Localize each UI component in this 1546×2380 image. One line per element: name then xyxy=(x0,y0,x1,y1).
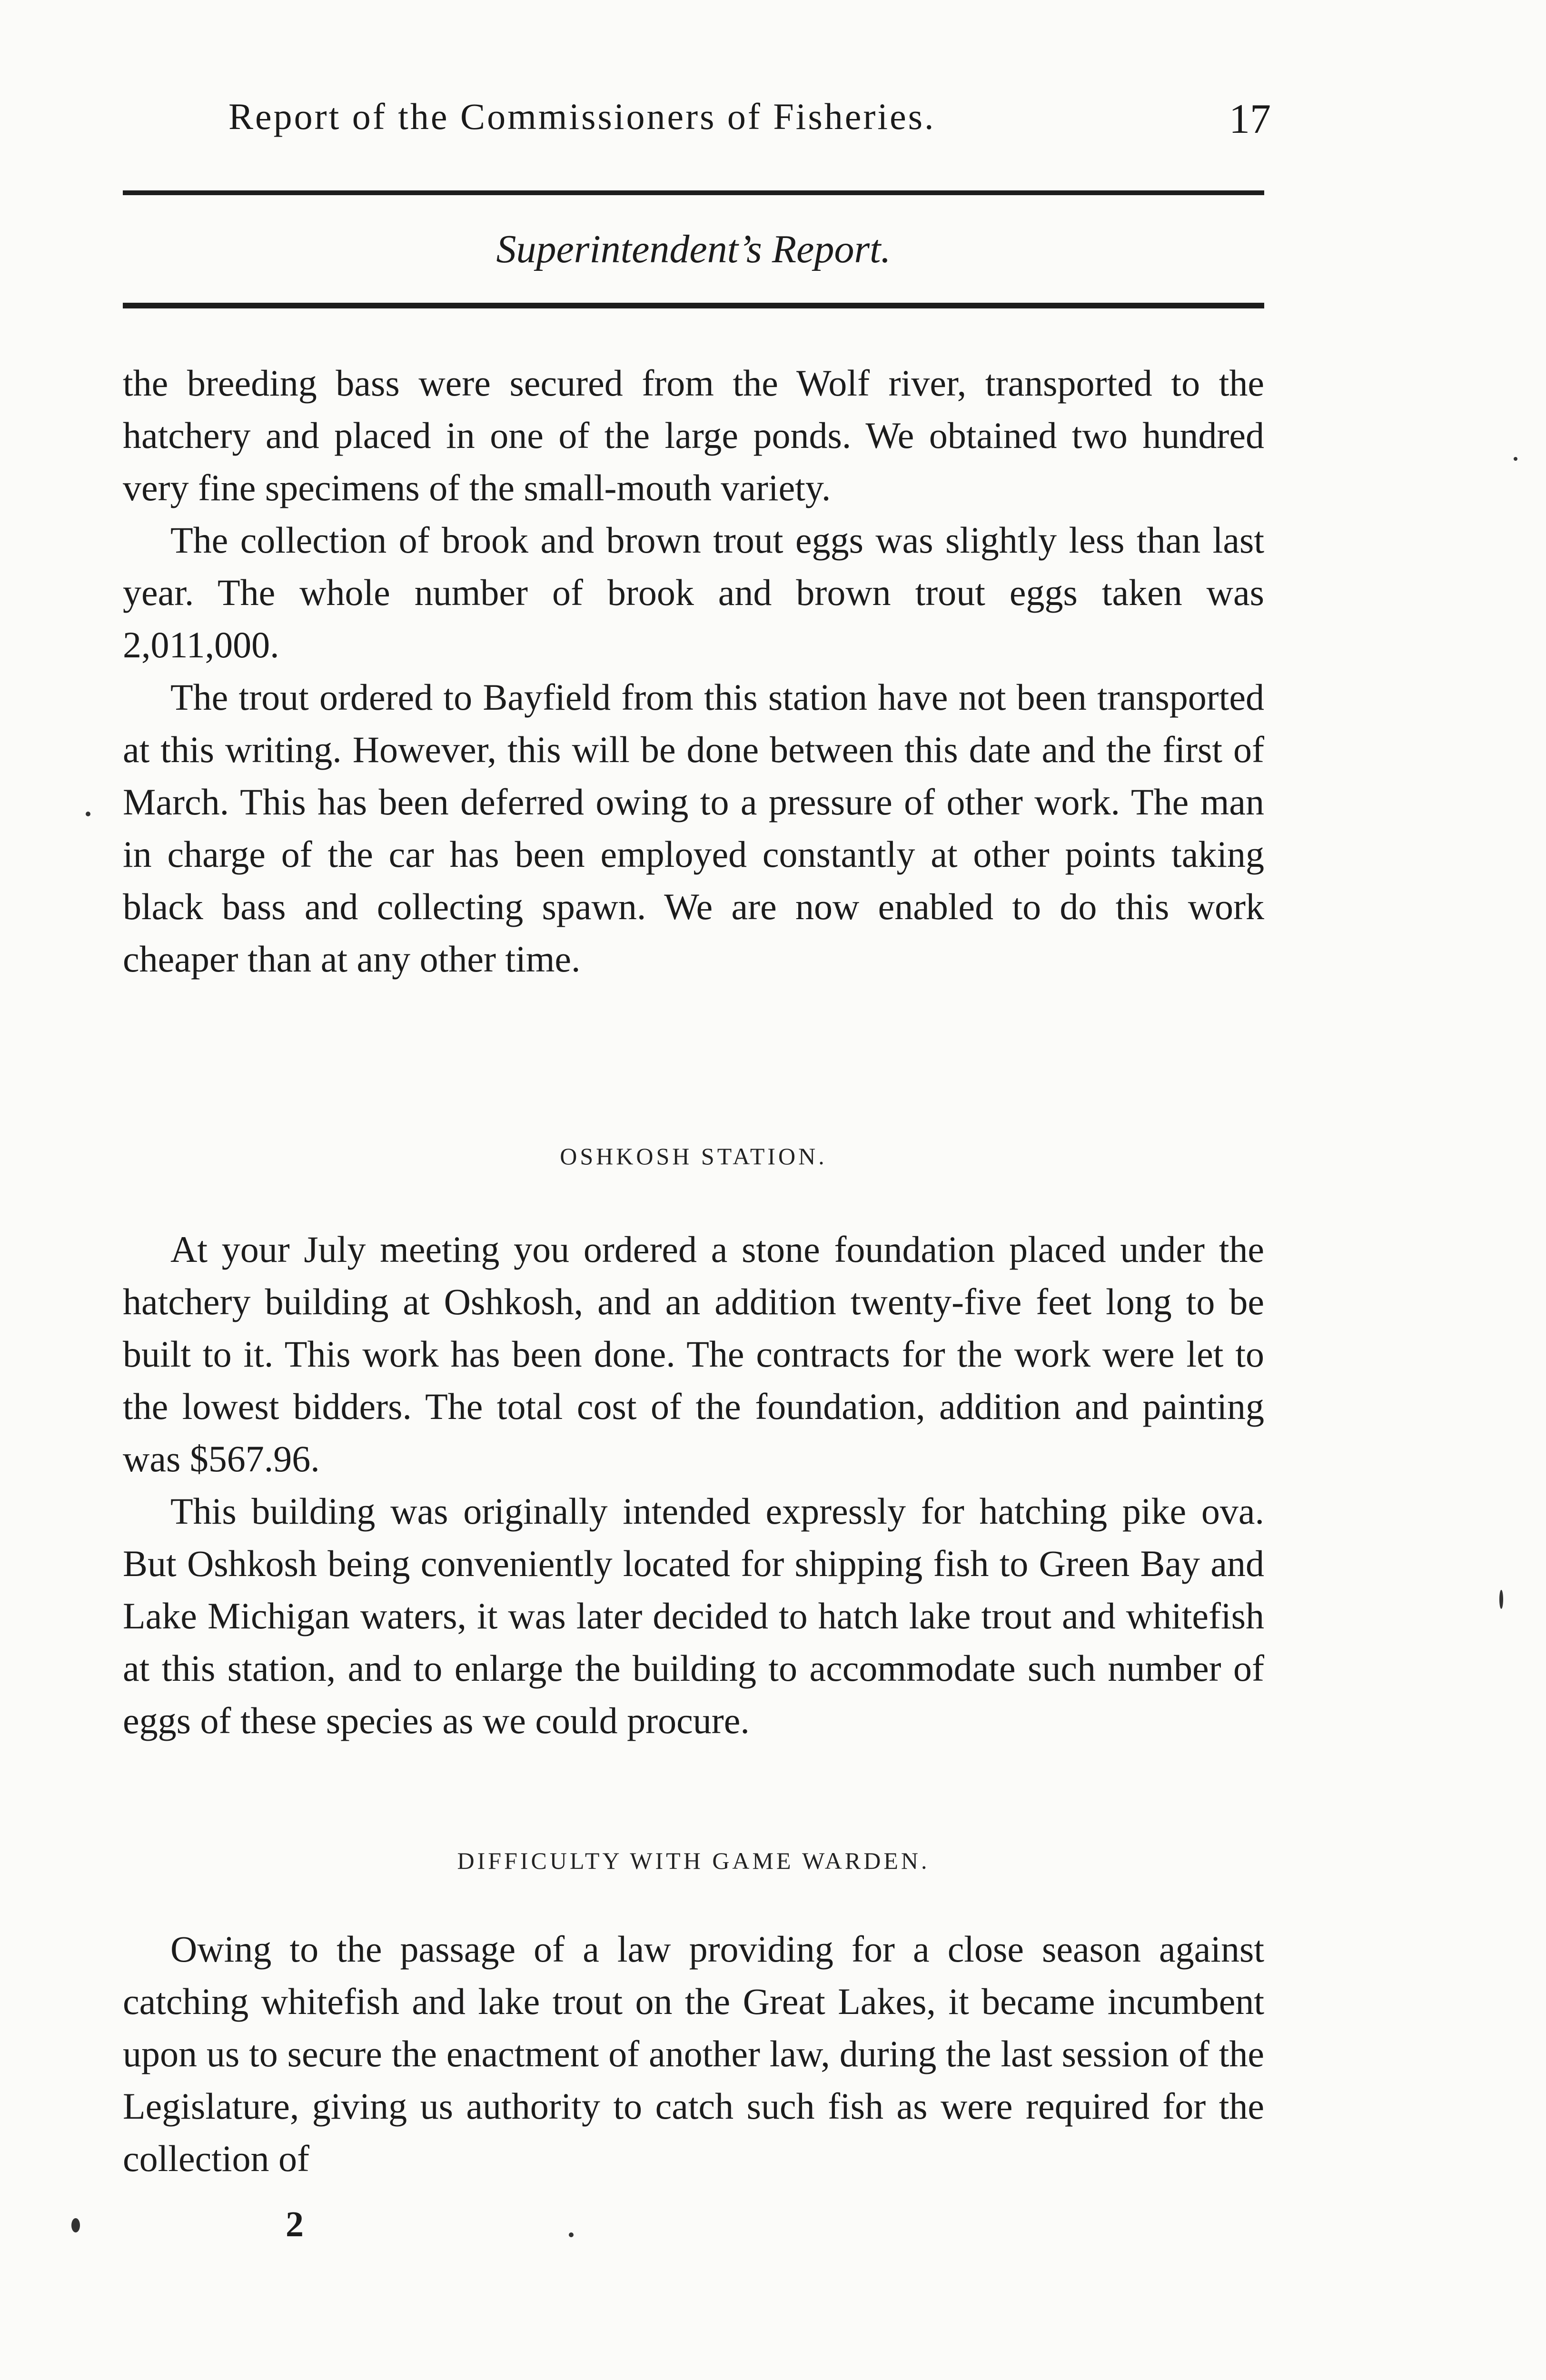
text-block-2 xyxy=(123,1223,1264,1747)
paragraph: Owing to the passage of a law providing for a close season against catching whitefish and lake trout on the Great Lakes, it became incumbent upon us to secure the enactment of another law, during the last session of the Legislature, giving us authority to catch such fish as were required for the collection of xyxy=(123,1928,1264,2179)
paragraph: At your July meeting you ordered a stone foundation placed under the hatchery building at Oshkosh, and an addition twenty-five feet long to be built to it. This work has been done. The contracts for the work were let to the lowest bidders. The total cost of the foundation, addition and painting was $567.96. xyxy=(123,1229,1264,1479)
paragraph: This building was originally intended expressly for hatching pike ova. But Oshkosh being conveniently located for shipping fish to Green Bay and Lake Michigan waters, it was later decided to hatch lake trout and whitefish at this station, and to enlarge the building to accommodate such number of eggs of these species as we could procure. xyxy=(123,1490,1264,1741)
paragraph: The collection of brook and brown trout eggs was slightly less than last year. The whole number of brook and brown trout eggs taken was 2,011,000. xyxy=(123,519,1264,665)
page-number: 17 xyxy=(1229,96,1271,142)
running-head: Report of the Commissioners of Fisheries. xyxy=(228,96,936,137)
subheading-game-warden: DIFFICULTY WITH GAME WARDEN. xyxy=(457,1847,930,1874)
section-rule xyxy=(123,303,1264,308)
ink-speck xyxy=(71,2218,80,2232)
subheading-oshkosh: OSHKOSH STATION. xyxy=(560,1143,827,1170)
paragraph: The trout ordered to Bayfield from this station have not been transported at this writing. However, this will be done between this date and the first of March. This has been deferred owing to a pressure of other work. The man in charge of the car has been employed constantly at other points taking black bass and collecting spawn. We are now enabled to do this work cheaper than at any other time. xyxy=(123,676,1264,980)
signature-mark: 2 xyxy=(286,2204,304,2244)
top-rule xyxy=(123,190,1264,195)
text-block-1 xyxy=(123,357,1264,985)
ink-speck xyxy=(569,2232,574,2237)
ink-speck xyxy=(1514,457,1517,461)
ink-speck xyxy=(1499,1590,1503,1609)
text-block-3 xyxy=(123,1923,1264,2185)
section-heading: Superintendent’s Report. xyxy=(496,227,891,271)
paragraph: the breeding bass were secured from the Wolf river, transported to the hatchery and placed in one of the large ponds. We obtained two hundred very fine specimens of the small-mouth variety. xyxy=(123,362,1264,508)
ink-speck xyxy=(86,812,90,816)
